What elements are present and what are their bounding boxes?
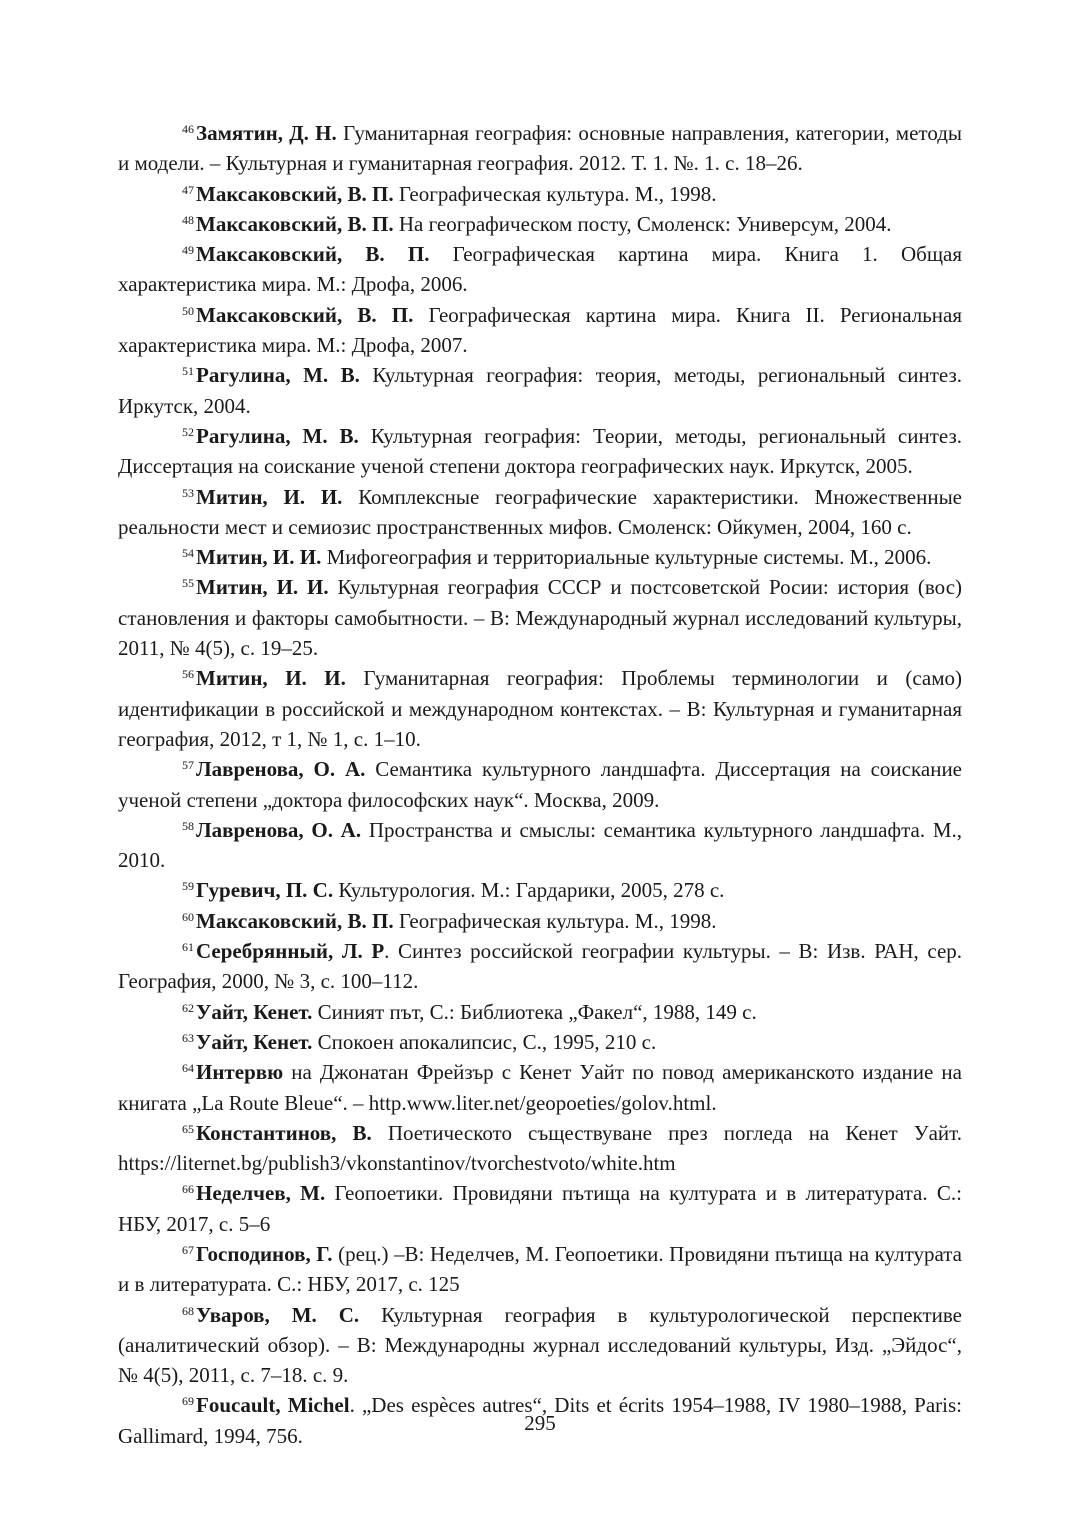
reference-list: [118, 118, 962, 1451]
reference-text: Гуманитарная география: основные направления, категории, методы и модели. – Культурная и гуманитарная география. 2012. Т. 1. №. 1. с. 18–26.: [118, 121, 963, 176]
reference-item: [118, 754, 962, 815]
reference-text: Гуманитарная география: Проблемы терминологии и (само) идентификации в российской и международном контекстах. – В: Культурная и гуманитарная география, 2012, т 1, № 1, с. 1–10.: [118, 666, 962, 751]
reference-item: [118, 1239, 962, 1300]
reference-text: Комплексные географические характеристики. Множественные реальности мест и семиозис пространственных мифов. Смоленск: Ойкумен, 2004, 160 с.: [118, 484, 963, 539]
reference-text: (рец.) –В: Неделчев, М. Геопоетики. Провидяни пътища на културата и в литературата. С.: НБУ, 2017, с. 125: [118, 1241, 963, 1297]
reference-number: 62: [182, 1000, 194, 1015]
page-number: 295: [524, 1411, 556, 1435]
reference-item: [118, 1057, 962, 1118]
reference-text: . Синтез российской географии культуры. – В: Изв. РАН, сер. География, 2000, № 3, с. 100–112.: [118, 939, 963, 994]
reference-item: [118, 663, 962, 754]
reference-item: [118, 936, 962, 997]
reference-item: [118, 875, 962, 905]
reference-item: [118, 209, 962, 239]
reference-number: 55: [182, 576, 194, 591]
reference-text: Пространства и смыслы: семантика культурного ландшафта. М., 2010.: [118, 817, 963, 873]
reference-author: Замятин, Д. Н.: [196, 121, 337, 145]
reference-item: [118, 1178, 962, 1239]
reference-author: Уайт, Кенет.: [196, 1029, 313, 1054]
reference-author: Митин, И. И.: [196, 666, 346, 691]
reference-number: 46: [182, 122, 194, 136]
reference-author: Серебрянный, Л. Р: [196, 939, 385, 964]
reference-number: 52: [182, 424, 194, 439]
reference-item: [118, 179, 962, 209]
reference-number: 56: [182, 667, 194, 682]
reference-text: Географическая культура. М., 1998.: [393, 181, 717, 206]
reference-text: Географическая картина мира. Книга II. Региональная характеристика мира. М.: Дрофа, 2007.: [118, 302, 962, 358]
reference-author: Максаковский, В. П.: [196, 211, 394, 236]
reference-text: Географическая картина мира. Книга 1. Общая характеристика мира. М.: Дрофа, 2006.: [118, 242, 962, 297]
reference-text: Культурная география СССР и постсоветской Росии: история (вос) становления и факторы самобытности. – В: Международный журнал исследований культуры, 2011, № 4(5), с. 19–25.: [118, 575, 963, 661]
reference-item: [118, 300, 962, 361]
reference-author: Интервю: [196, 1060, 284, 1085]
reference-number: 65: [182, 1121, 194, 1136]
reference-item: [118, 906, 962, 936]
reference-number: 48: [182, 212, 194, 227]
reference-text: Семантика культурного ландшафта. Диссертация на соискание ученой степени „доктора философских наук“. Москва, 2009.: [118, 757, 962, 812]
reference-item: [118, 815, 962, 876]
reference-text: Синият път, С.: Библиотека „Факел“, 1988, 149 с.: [312, 999, 757, 1024]
reference-author: Максаковский, В. П.: [196, 302, 414, 327]
reference-item: [118, 997, 962, 1027]
reference-author: Митин, И. И.: [196, 545, 322, 570]
reference-author: Константинов, В.: [196, 1120, 372, 1145]
reference-text: . „Des espèces autres“, Dits et écrits 1954–1988, IV 1980–1988, Paris: Gallimard, 1994, 756.: [118, 1393, 962, 1448]
reference-text: на Джонатан Фрейзър с Кенет Уайт по повод американското издание на книгата „La Route Bleue“. – http.www.liter.net/geopoeties/golov.html.: [118, 1060, 962, 1115]
reference-author: Рагулина, М. В.: [196, 423, 359, 448]
reference-text: Мифогеография и территориальные культурные системы. М., 2006.: [321, 545, 932, 570]
reference-number: 54: [182, 546, 194, 561]
reference-text: Поетическото съществуване през погледа на Кенет Уайт. https://liternet.bg/publish3/vkonstantinov/tvorchestvoto/white.htm: [118, 1120, 962, 1176]
reference-item: [118, 542, 962, 572]
reference-author: Неделчев, М.: [196, 1181, 326, 1206]
reference-author: Господинов, Г.: [196, 1241, 333, 1266]
reference-number: 61: [182, 940, 194, 955]
reference-number: 51: [182, 364, 194, 379]
reference-item: [118, 1300, 962, 1391]
reference-text: На географическом посту, Смоленск: Универсум, 2004.: [393, 211, 892, 236]
reference-author: Митин, И. И.: [196, 575, 329, 600]
reference-text: Географическая культура. М., 1998.: [393, 908, 717, 933]
reference-number: 50: [182, 303, 194, 318]
reference-item: [118, 1118, 962, 1179]
reference-item: [118, 239, 962, 300]
reference-number: 64: [182, 1061, 194, 1076]
reference-item: [118, 572, 962, 663]
reference-number: 53: [182, 485, 194, 500]
reference-author: Foucault, Michel: [196, 1393, 350, 1418]
reference-number: 59: [182, 879, 194, 894]
reference-item: [118, 1027, 962, 1057]
reference-author: Максаковский, В. П.: [196, 908, 394, 933]
reference-author: Митин, И. И.: [196, 484, 343, 509]
reference-author: Максаковский, В. П.: [196, 181, 394, 206]
reference-number: 49: [182, 243, 194, 258]
reference-item: [118, 360, 962, 421]
reference-number: 63: [182, 1030, 194, 1045]
reference-text: Геопоетики. Провидяни пътища на културата и в литературата. С.: НБУ, 2017, с. 5–6: [118, 1181, 962, 1236]
reference-text: Культурология. М.: Гардарики, 2005, 278 с.: [333, 878, 725, 903]
reference-author: Рагулина, М. В.: [196, 363, 360, 388]
reference-number: 68: [182, 1303, 194, 1318]
reference-number: 67: [182, 1242, 194, 1257]
reference-number: 60: [182, 909, 194, 924]
reference-text: Культурная география: теория, методы, региональный синтез. Иркутск, 2004.: [118, 363, 963, 418]
reference-number: 58: [182, 818, 194, 833]
reference-author: Лавренова, О. А.: [196, 817, 362, 842]
reference-text: Культурная география в культурологической перспективе (аналитический обзор). – В: Международны журнал исследований культуры, Изд. „Эйдос“, № 4(5), 2011, с. 7–18. с. 9.: [118, 1302, 962, 1388]
reference-number: 57: [182, 758, 194, 773]
reference-number: 69: [182, 1394, 194, 1409]
reference-item: [118, 118, 962, 179]
reference-author: Уваров, М. С.: [196, 1302, 360, 1327]
reference-author: Максаковский, В. П.: [196, 242, 430, 267]
reference-author: Уайт, Кенет.: [196, 999, 313, 1024]
reference-number: 66: [182, 1182, 194, 1197]
reference-author: Гуревич, П. С.: [196, 878, 334, 903]
reference-author: Лавренова, О. А.: [196, 757, 366, 782]
reference-number: 47: [182, 182, 194, 197]
reference-text: Культурная география: Теории, методы, региональный синтез. Диссертация на соискание ученой степени доктора географических наук. Иркутск, 2005.: [118, 423, 962, 479]
reference-text: Спокоен апокалипсис, С., 1995, 210 с.: [312, 1029, 657, 1054]
reference-item: [118, 482, 962, 543]
reference-item: [118, 421, 962, 482]
